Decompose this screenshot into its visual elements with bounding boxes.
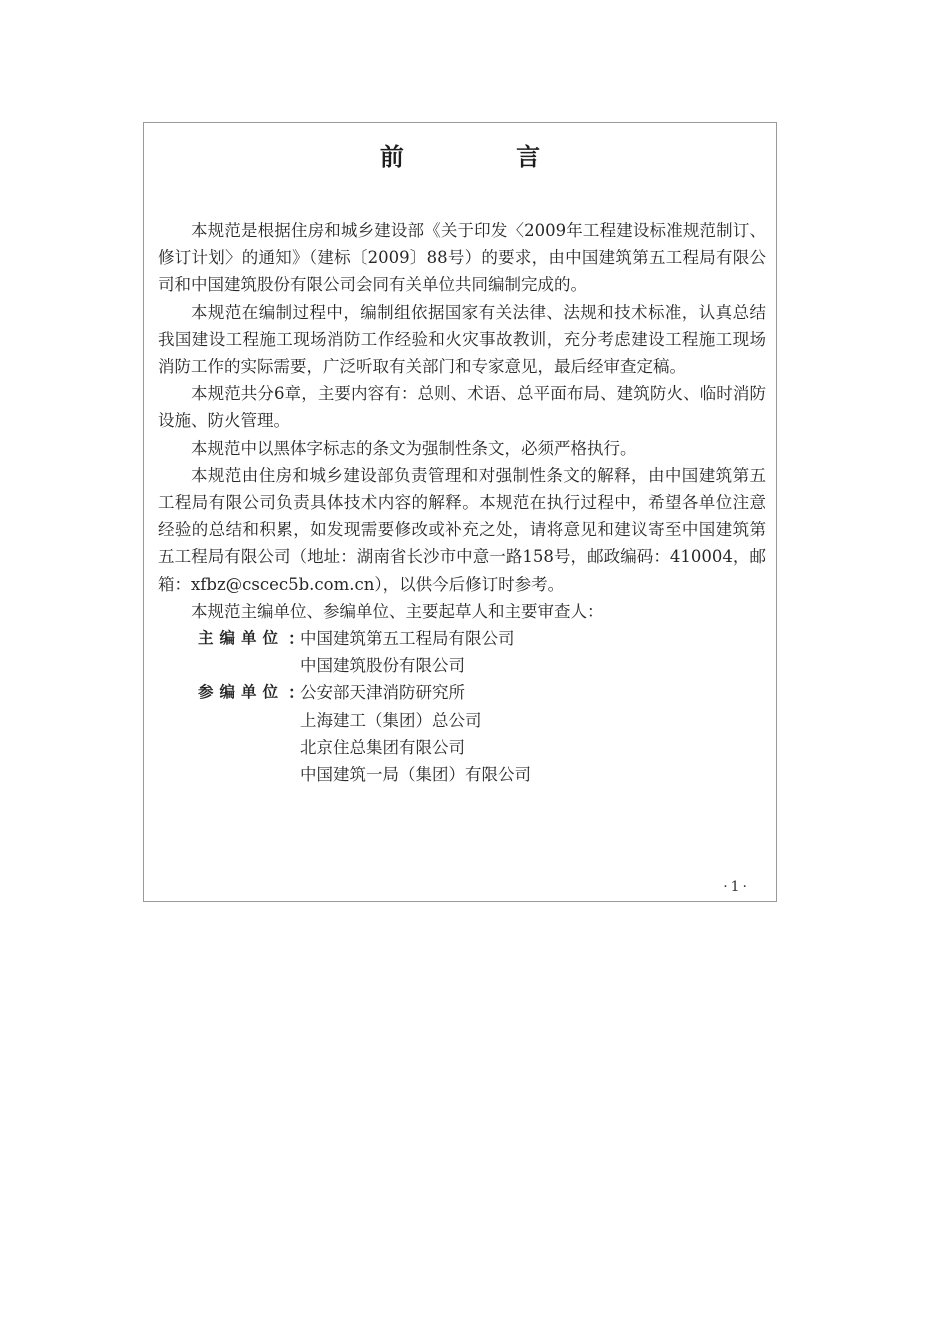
page-number: ·1· <box>723 879 750 895</box>
participating-units-list <box>300 679 766 788</box>
preface-body <box>158 217 766 788</box>
chief-units-label: 主编单位 <box>198 629 285 648</box>
paragraph-mandatory: 本规范中以黑体字标志的条文为强制性条文，必须严格执行。 <box>191 438 637 458</box>
paragraph-process: 本规范在编制过程中，编制组依据国家有关法律、法规和技术标准，认真总结我国建设工程施工现场消防工作经验和火灾事故教训，充分考虑建设工程施工现场消防工作的实际需要，广泛听取有关部门和专家意见，最后经审查定稿。 <box>158 302 766 377</box>
paragraph-contents: 本规范共分6章，主要内容有：总则、术语、总平面布局、建筑防火、临时消防设施、防火管理。 <box>158 384 766 431</box>
participating-units-label: 参编单位 <box>198 683 285 702</box>
units-intro: 本规范主编单位、参编单位、主要起草人和主要审查人： <box>191 601 604 621</box>
participating-units-colon: ： <box>288 683 305 703</box>
page-title: 前 言 <box>379 142 593 171</box>
participating-unit-item: 上海建工（集团）总公司 <box>300 710 482 730</box>
chief-units-list <box>300 625 766 679</box>
participating-unit-item: 公安部天津消防研究所 <box>300 683 465 703</box>
participating-units-row <box>158 679 766 788</box>
chief-unit-item: 中国建筑股份有限公司 <box>300 656 465 676</box>
chief-units-row <box>158 625 766 679</box>
document-page <box>143 122 777 902</box>
chief-unit-item: 中国建筑第五工程局有限公司 <box>300 629 515 649</box>
paragraph-basis: 本规范是根据住房和城乡建设部《关于印发〈2009年工程建设标准规范制订、修订计划〉的通知》（建标〔2009〕88号）的要求，由中国建筑第五工程局有限公司和中国建筑股份有限公司会同有关单位共同编制完成的。 <box>158 221 766 295</box>
chief-units-colon: ： <box>288 629 305 649</box>
paragraph-management: 本规范由住房和城乡建设部负责管理和对强制性条文的解释，由中国建筑第五工程局有限公司负责具体技术内容的解释。本规范在执行过程中，希望各单位注意经验的总结和积累，如发现需要修改或补充之处，请将意见和建议寄至中国建筑第五工程局有限公司（地址：湖南省长沙市中意一路158号，邮政编码：410004，邮箱：xfbz@cscec5b.com.cn），以供今后修订时参考。 <box>158 465 766 594</box>
participating-unit-item: 中国建筑一局（集团）有限公司 <box>300 765 531 785</box>
participating-unit-item: 北京住总集团有限公司 <box>300 737 465 757</box>
